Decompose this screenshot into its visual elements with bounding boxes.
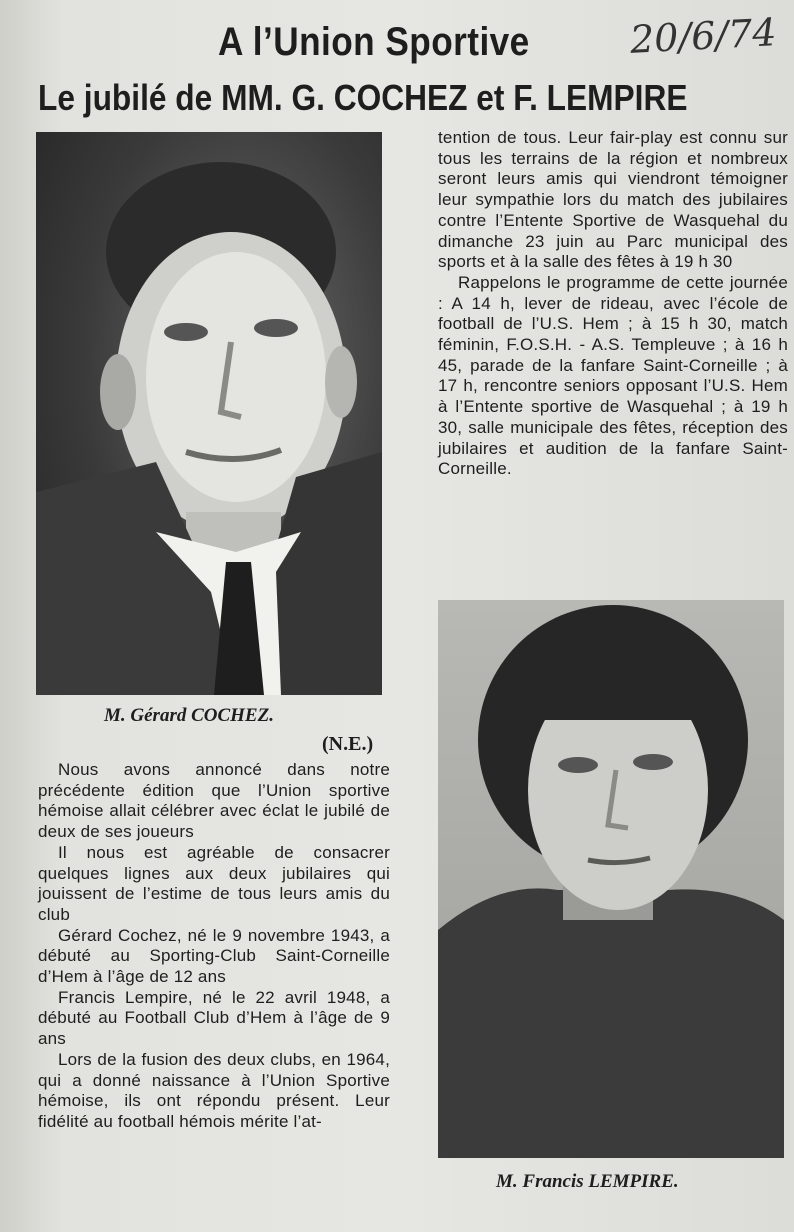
paragraph: Nous avons annoncé dans notre précédente édition que l’Union sportive hémoise allait célébrer avec éclat le jubilé de deux de ses joueurs bbox=[38, 760, 390, 842]
photo-francis-lempire bbox=[438, 600, 784, 1158]
portrait-illustration bbox=[438, 600, 784, 1158]
paragraph: Rappelons le programme de cette journée : A 14 h, lever de rideau, avec l’école de football de l’U.S. Hem ; à 15 h 30, match féminin, F.O.S.H. - A.S. Templeuve ; à 16 h 45, parade de la fanfare Saint-Corneille ; à 17 h, rencontre seniors opposant l’U.S. Hem à l’Entente sportive de Wasquehal ; à 19 h 30, salle municipale des fêtes, réception des jubilaires et audition de la fanfare Saint-Corneille. bbox=[438, 272, 788, 479]
article-body-left bbox=[38, 760, 390, 1133]
paragraph: Il nous est agréable de consacrer quelques lignes aux deux jubilaires qui jouissent de l’estime de tous leurs amis du club bbox=[38, 842, 390, 924]
photo-gerard-cochez bbox=[36, 132, 382, 695]
handwritten-date: 20/6/74 bbox=[628, 10, 778, 62]
article-body-right bbox=[438, 128, 788, 480]
headline: A l’Union Sportive bbox=[218, 20, 530, 64]
paragraph: Francis Lempire, né le 22 avril 1948, a débuté au Football Club d’Hem à l’âge de 9 ans bbox=[38, 987, 390, 1049]
subheadline: Le jubilé de MM. G. COCHEZ et F. LEMPIRE bbox=[38, 77, 688, 118]
caption-cochez: M. Gérard COCHEZ. bbox=[104, 705, 274, 726]
paragraph: Gérard Cochez, né le 9 novembre 1943, a débuté au Sporting-Club Saint-Corneille d’Hem à l’âge de 12 ans bbox=[38, 925, 390, 987]
portrait-illustration bbox=[36, 132, 382, 695]
caption-lempire: M. Francis LEMPIRE. bbox=[496, 1171, 679, 1192]
paragraph-continuation: tention de tous. Leur fair-play est connu sur tous les terrains de la région et nombreux seront leurs amis qui viendront témoigner leur sympathie lors du match des jubilaires contre l’Entente Sportive de Wasquehal du dimanche 23 juin au Parc municipal des sports et à la salle des fêtes à 19 h 30 bbox=[438, 128, 788, 272]
paragraph: Lors de la fusion des deux clubs, en 1964, qui a donné naissance à l’Union Sportive hémoise, ils ont répondu présent. Leur fidélité au football hémois mérite l’at- bbox=[38, 1049, 390, 1131]
photo-credit: (N.E.) bbox=[322, 733, 374, 755]
